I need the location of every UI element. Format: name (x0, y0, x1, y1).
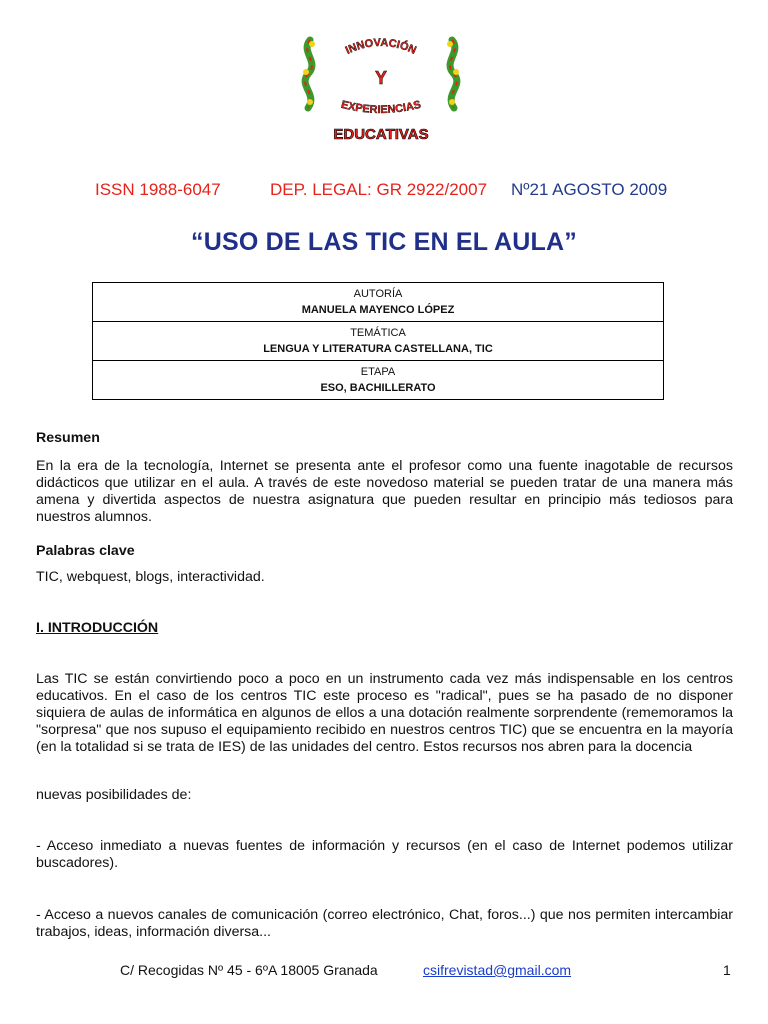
intro-bullet-2: - Acceso a nuevos canales de comunicación (correo electrónico, Chat, foros...) que nos permiten intercambiar trabajos, ideas, información diversa... (36, 907, 733, 940)
issue-date: Nº21 AGOSTO 2009 (511, 180, 668, 199)
meta-cell (93, 283, 664, 322)
meta-value: LENGUA Y LITERATURA CASTELLANA, TIC (263, 342, 493, 355)
section-heading-introduction: I. INTRODUCCIÓN (36, 620, 159, 636)
abstract-text: En la era de la tecnología, Internet se presenta ante el profesor como una fuente inagotable de recursos didácticos que utilizar en el aula. A través de este novedoso material se pueden tratar de una manera más amena y divertida aspectos de nuestra asignatura que pueden resultar en principio más tediosos para nuestros alumnos. (36, 458, 733, 525)
meta-value: ESO, BACHILLERATO (320, 381, 436, 394)
meta-label: ETAPA (360, 365, 396, 378)
intro-paragraph-2: nuevas posibilidades de: (36, 787, 192, 803)
footer-email-link[interactable]: csifrevistad@gmail.com (423, 962, 572, 978)
right-vine-decoration (447, 40, 459, 108)
meta-label: TEMÁTICA (350, 326, 406, 339)
meta-cell (93, 361, 664, 400)
keywords-text: TIC, webquest, blogs, interactividad. (36, 569, 265, 585)
issn-number: ISSN 1988-6047 (95, 180, 221, 199)
meta-row-authorship (93, 283, 664, 322)
page-number: 1 (723, 962, 731, 978)
legal-deposit: DEP. LEGAL: GR 2922/2007 (270, 180, 488, 199)
meta-row-topic (93, 322, 664, 361)
meta-cell (93, 322, 664, 361)
abstract-heading: Resumen (36, 430, 100, 446)
intro-bullet-1: - Acceso inmediato a nuevas fuentes de información y recursos (en el caso de Internet podemos utilizar buscadores). (36, 838, 733, 871)
article-title: “USO DE LAS TIC EN EL AULA” (191, 228, 577, 256)
logo-line-educativas: EDUCATIVAS (333, 126, 429, 143)
journal-logo (296, 32, 466, 144)
meta-label: AUTORÍA (353, 287, 403, 300)
footer-address: C/ Recogidas Nº 45 - 6ºA 18005 Granada (120, 962, 378, 978)
left-vine-decoration (303, 40, 315, 108)
article-metadata-table (92, 282, 664, 400)
logo-line-y: Y (374, 68, 388, 88)
meta-row-stage (93, 361, 664, 400)
journal-logo-graphic (296, 32, 466, 144)
keywords-heading: Palabras clave (36, 543, 135, 559)
logo-line-innovacion: INNOVACIÓN (343, 36, 419, 57)
meta-value: MANUELA MAYENCO LÓPEZ (301, 303, 455, 316)
logo-line-experiencias: EXPERIENCIAS (339, 98, 423, 117)
intro-paragraph-1: Las TIC se están convirtiendo poco a poco en un instrumento cada vez más indispensable en los centros educativos. En el caso de los centros TIC este proceso es "radical", pues se ha pasado de no disponer siquiera de aulas de informática en algunos de ellos a una dotación realmente sorprendente (rememoramos la "sorpresa" que nos supuso el equipamiento recibido en nuestros centros TIC) que se encuentra en la mayoría (en la totalidad si se trata de IES) de las unidades del centro. Estos recursos nos abren para la docencia (36, 671, 733, 755)
